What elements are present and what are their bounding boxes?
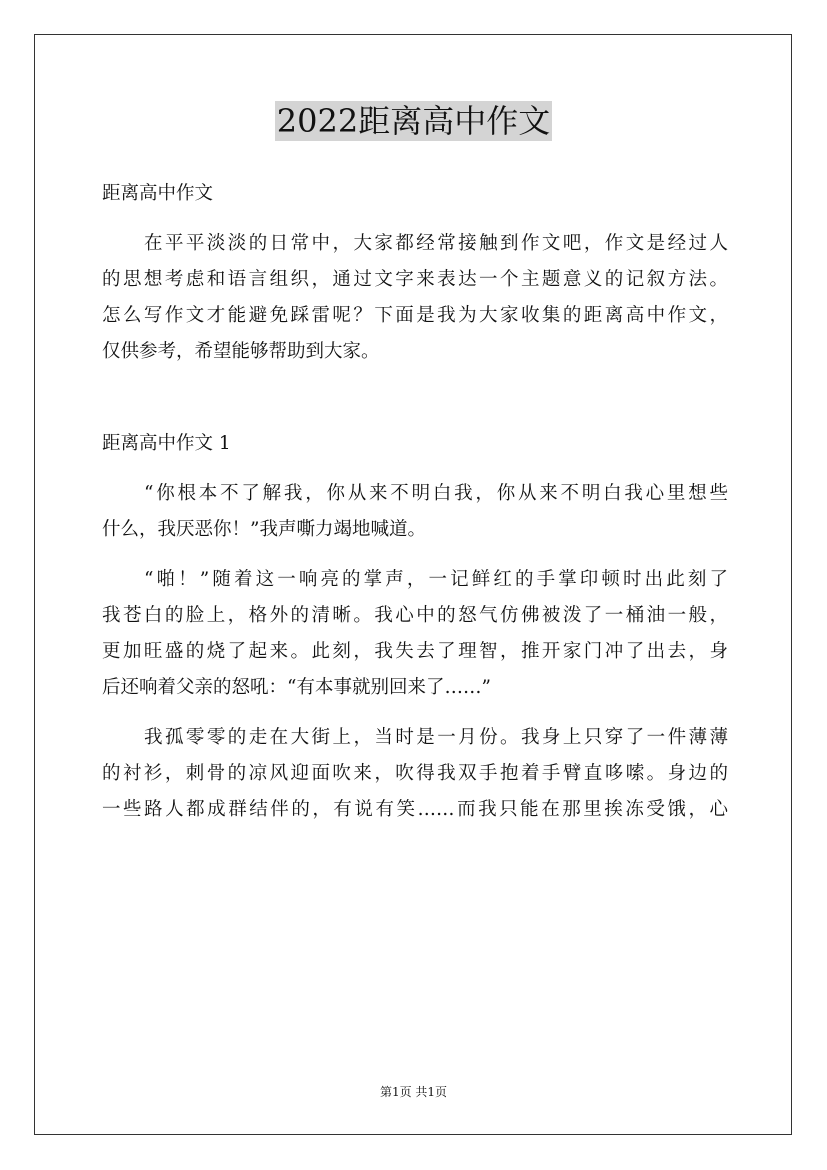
spacer	[102, 706, 728, 720]
intro-paragraph	[102, 226, 728, 370]
spacer	[102, 212, 728, 226]
paragraph-line: 我孤零零的走在大街上，当时是一月份。我身上只穿了一件薄薄	[144, 727, 728, 748]
paragraph-line: 什么，我厌恶你！”我声嘶力竭地喊道。	[102, 519, 426, 540]
paragraph-line: 的衬衫，刺骨的凉风迎面吹来，吹得我双手抱着手臂直哆嗦。身边的	[102, 763, 728, 784]
paragraph-line: 后还响着父亲的怒吼：“有本事就别回来了……”	[102, 677, 491, 698]
spacer	[102, 370, 728, 426]
paragraph-line: “啪！”随着这一响亮的掌声，一记鲜红的手掌印顿时出此刻了	[144, 569, 728, 590]
spacer	[102, 462, 728, 476]
paragraph-line: 仅供参考，希望能够帮助到大家。	[102, 341, 380, 362]
paragraph-line: 的思想考虑和语言组织，通过文字来表达一个主题意义的记叙方法。	[102, 269, 728, 290]
paragraph-line: 一些路人都成群结伴的，有说有笑……而我只能在那里挨冻受饿，心	[102, 799, 728, 820]
paragraph-line: 更加旺盛的烧了起来。此刻，我失去了理智，推开家门冲了出去，身	[102, 641, 728, 662]
essay-1-paragraph-1	[102, 476, 728, 548]
essay-1-paragraph-2	[102, 562, 728, 706]
document-title: 2022距离高中作文	[276, 102, 551, 140]
title-wrap	[0, 101, 827, 141]
essay-1-heading: 距离高中作文 1	[102, 433, 231, 454]
page-footer	[0, 1084, 827, 1100]
paragraph-line: 我苍白的脸上，格外的清晰。我心中的怒气仿佛被泼了一桶油一般，	[102, 605, 728, 626]
intro-heading: 距离高中作文	[102, 183, 214, 204]
paragraph-line: 怎么写作文才能避免踩雷呢？下面是我为大家收集的距离高中作文，	[102, 305, 728, 326]
paragraph-line: 在平平淡淡的日常中，大家都经常接触到作文吧，作文是经过人	[144, 233, 728, 254]
paragraph-line: “你根本不了解我，你从来不明白我，你从来不明白我心里想些	[144, 483, 728, 504]
page-number: 第1页 共1页	[379, 1085, 448, 1099]
document-body	[102, 176, 728, 828]
essay-1-paragraph-3	[102, 720, 728, 828]
spacer	[102, 548, 728, 562]
